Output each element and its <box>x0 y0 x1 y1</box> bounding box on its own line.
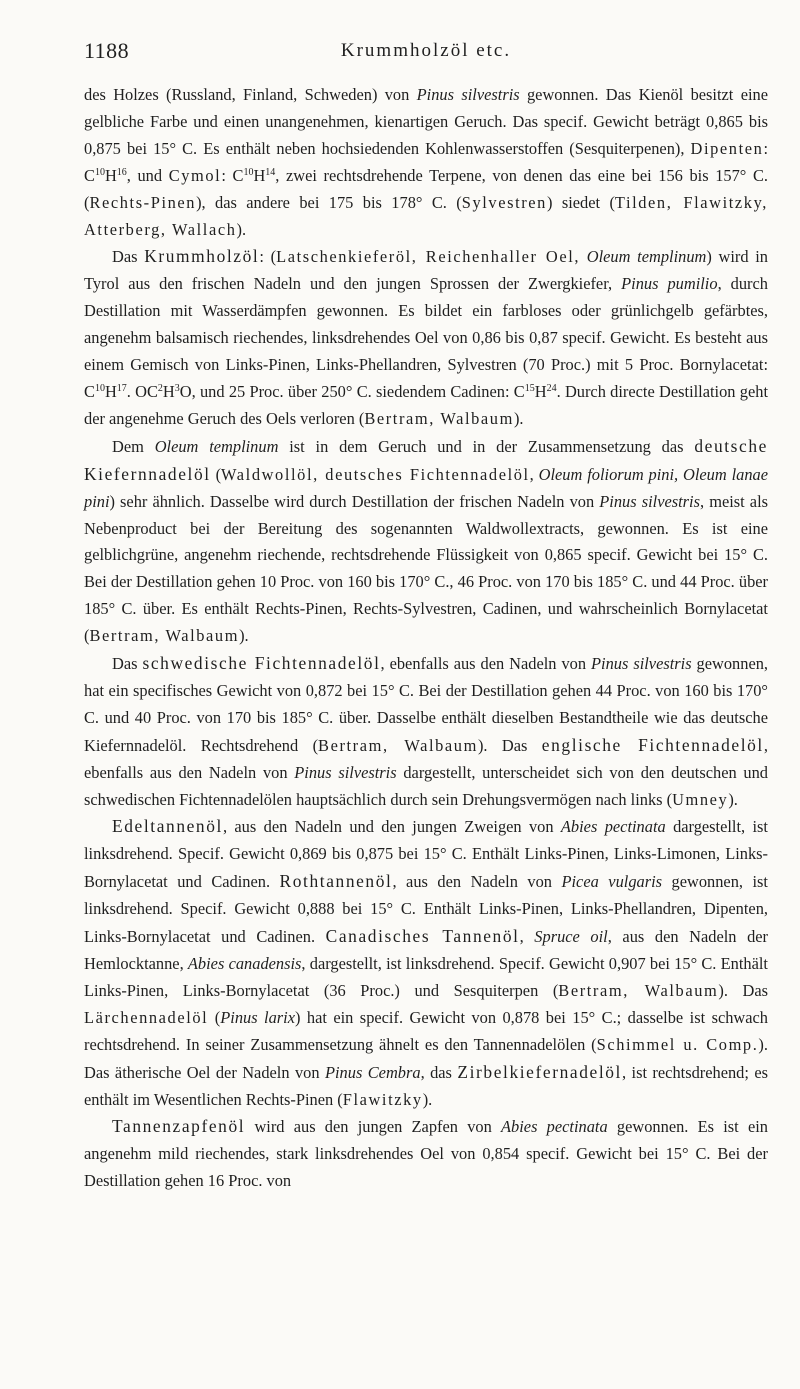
text-run: : ( <box>259 247 277 267</box>
text-run: deutsche Kiefernnadelöl <box>84 435 768 484</box>
text-run: , durch Destillation mit Wasserdämpfen gewonnen. Es bildet ein farbloses oder grünlichgelb gefärbtes, angenehm balsamisch riechendes, linksdrehendes Oel von 0,86 bis 0,87 specif. Gewicht. Es besteht aus einem Gemisch von Links-Pinen, Links-Phellandren, Sylvestren (70 Proc.) mit 5 Proc. Bornylacetat: C <box>84 274 768 401</box>
text-run: Zirbelkiefernadelöl <box>457 1061 622 1082</box>
text-run: Spruce oil <box>534 927 608 947</box>
text-run: , <box>519 927 535 947</box>
text-run: Pinus larix <box>220 1007 295 1027</box>
text-run: . Durch directe Destillation geht der angenehme Geruch des Oels verloren ( <box>84 381 768 428</box>
text-run: Krummholzöl <box>144 246 260 267</box>
text-run: ). Das <box>477 735 542 755</box>
text-run: Lärchennadelöl <box>84 1007 209 1027</box>
text-run: gewonnen. Es ist ein angenehm mild riechendes, stark linksdrehendes Oel von 0,854 specif. Gewicht bei 15° C. Bei der Destillation gehen 16 Proc. von <box>84 1117 768 1191</box>
text-run: Waldwollöl, deutsches Fichtennadelöl <box>221 464 530 484</box>
text-run: ). Das ätherische Oel der Nadeln von <box>84 1034 768 1082</box>
text-run: ( <box>208 1007 221 1027</box>
text-run: Pinus silvestris <box>591 654 692 674</box>
text-run: 10 <box>94 382 105 394</box>
text-run: Pinus Cembra <box>324 1062 421 1082</box>
text-run: ). Das <box>718 980 768 1000</box>
text-run: 10 <box>243 166 254 178</box>
text-run: englische Fichtennadelöl <box>541 734 764 755</box>
running-title: Krummholzöl etc. <box>340 40 512 61</box>
paragraph-tannenzapfenoel <box>84 1113 768 1195</box>
text-run: ) sehr ähnlich. Dasselbe wird durch Destillation der frischen Nadeln von <box>109 491 600 511</box>
paragraph-kiefernnadeloel <box>84 433 768 650</box>
text-run: dargestellt, unterscheidet sich von den deutschen und schwedischen Fichtennadelölen hauptsächlich durch sein Drehungsvermögen nach links ( <box>84 762 768 809</box>
paragraph-kienoel <box>84 82 768 243</box>
text-run: , zwei rechtsdrehende Terpene, von denen das eine bei 156 bis 157° C. ( <box>84 165 769 212</box>
text-run: Bertram, Walbaum <box>558 980 719 1000</box>
text-run: : C <box>221 165 244 185</box>
text-run: ) siedet ( <box>546 192 615 212</box>
text-run: 14 <box>265 166 276 178</box>
text-run: Das <box>112 654 143 674</box>
text-run: ), das andere bei 175 bis 178° C. ( <box>196 192 462 212</box>
text-run: Umney <box>672 789 729 809</box>
text-run: , ist rechtsdrehend; es enthält im Wesentlichen Rechts-Pinen ( <box>84 1062 768 1109</box>
text-run: schwedische Fichtennadelöl <box>142 653 381 674</box>
text-run: Pinus pumilio <box>621 274 718 294</box>
text-run: O, und 25 Proc. über 250° C. siedendem Cadinen: C <box>179 381 525 401</box>
text-run: ). <box>236 219 247 239</box>
text-run: Abies pectinata <box>501 1117 608 1137</box>
text-run: Latschenkieferöl, Reichenhaller Oel, <box>276 247 581 267</box>
text-run: , <box>529 464 539 484</box>
text-run: Abies pectinata <box>560 817 666 837</box>
text-run <box>580 247 587 266</box>
text-run: Abies canadensis <box>187 954 302 973</box>
text-run: , ebenfalls aus den Nadeln von <box>84 735 768 782</box>
page-header <box>84 38 768 68</box>
text-run: Bertram, Walbaum <box>364 408 514 428</box>
text-run: H <box>253 165 266 185</box>
text-run: 3 <box>174 382 180 394</box>
paragraph-krummholzoel <box>84 243 768 432</box>
text-run: gewonnen. Das Kienöl besitzt eine gelbliche Farbe und einen unangenehmen, kienartigen Geruch. Das specif. Gewicht beträgt 0,865 bis 0,875 bei 15° C. Es enthält neben hochsiedenden Kohlenwasserstoffen (Sesquiterpenen), <box>84 85 768 158</box>
text-run: Edeltannenöl <box>112 816 223 837</box>
text-run: 15 <box>524 382 535 394</box>
text-run: Sylvestren <box>461 192 547 212</box>
text-run: , aus den Nadeln und den jungen Zweigen von <box>222 817 561 837</box>
text-run: , das <box>420 1062 458 1082</box>
text-run: , und <box>126 165 169 185</box>
text-run: ist in dem Geruch und in der Zusammensetzung das <box>278 436 695 456</box>
text-run: ). <box>513 408 524 428</box>
text-run: : C <box>84 138 768 185</box>
text-run: Rechts-Pinen <box>89 192 197 212</box>
text-run: Bertram, Walbaum <box>318 735 478 755</box>
page-number: 1188 <box>84 38 130 63</box>
text-run: Pinus silvestris <box>294 762 397 782</box>
text-run: Flawitzky <box>342 1089 423 1109</box>
text-run: 24 <box>546 382 557 394</box>
text-run: 16 <box>116 166 127 178</box>
text-run: gewonnen, ist linksdrehend. Specif. Gewicht 0,888 bei 15° C. Enthält Links-Pinen, Links-Phellandren, Dipenten, Links-Bornylacetat und Cadinen. <box>84 872 768 947</box>
paragraph-tannenoele <box>84 813 768 1113</box>
text-run: ) wird in Tyrol aus den frischen Nadeln und den jungen Sprossen der Zwergkiefer, <box>84 247 768 294</box>
text-run: H <box>534 381 547 401</box>
paragraph-fichtennadeloel <box>84 650 768 813</box>
text-run: H <box>104 165 117 185</box>
text-run: , ebenfalls aus den Nadeln von <box>380 654 592 674</box>
text-run: Oleum templinum <box>586 247 707 267</box>
text-run: Das <box>112 247 145 267</box>
text-run: , aus den Nadeln von <box>392 872 562 892</box>
text-run: Cymol <box>168 165 222 185</box>
text-run: Canadisches Tannenöl <box>325 926 520 947</box>
text-run: Picea vulgaris <box>561 872 663 892</box>
text-run: ). <box>422 1089 433 1109</box>
text-run: ). <box>728 789 738 809</box>
text-run: ( <box>210 464 222 484</box>
text-run: Tilden, Flawitzky, Atterberg, Wallach <box>84 192 769 239</box>
text-run: Pinus silvestris <box>599 491 700 511</box>
text-run: ). <box>239 626 249 646</box>
text-run: des Holzes (Russland, Finland, Schweden) von <box>84 85 417 104</box>
text-run: Rothtannenöl <box>279 871 393 892</box>
text-run: 10 <box>94 166 105 178</box>
text-run: , dargestellt, ist linksdrehend. Specif. Gewicht 0,907 bei 15° C. Enthält Links-Pinen, Links-Bornylacetat (36 Proc.) und Sesquiterpen ( <box>84 954 768 1000</box>
text-run: , meist als Nebenproduct bei der Bereitung des sogenannten Waldwollextracts, gewonnen. Es ist eine gelblichgrüne, angenehm riechende, rechtsdrehende Flüssigkeit von 0,865 specif. Gewicht bei 15° C. Bei der Destillation gehen 10 Proc. von 160 bis 170° C., 46 Proc. von 170 bis 185° C. und 44 Proc. über 185° C. über. Es enthält Rechts-Pinen, Rechts-Sylvestren, Cadinen, und wahrscheinlich Bornylacetat ( <box>84 491 769 646</box>
text-run: dargestellt, ist linksdrehend. Specif. Gewicht 0,869 bis 0,875 bei 15° C. Enthält Links-Pinen, Links-Limonen, Links-Bornylacetat und Cadinen. <box>84 817 768 892</box>
text-run: Oleum foliorum pini, Oleum lanae pini <box>84 464 768 511</box>
text-run: ) hat ein specif. Gewicht von 0,878 bei 15° C.; dasselbe ist schwach rechtsdrehend. In seiner Zusammensetzung ähnelt es den Tannennadelölen ( <box>84 1007 768 1054</box>
text-run: 2 <box>157 382 163 394</box>
text-run: Schimmel u. Comp. <box>596 1034 759 1054</box>
text-run: H <box>162 381 175 401</box>
text-run: wird aus den jungen Zapfen von <box>245 1117 502 1137</box>
text-run: Bertram, Walbaum <box>89 626 240 646</box>
text-run: Dipenten <box>690 138 764 158</box>
book-page <box>84 38 768 1195</box>
text-run: H <box>104 381 117 401</box>
text-run: Tannenzapfenöl <box>112 1116 246 1137</box>
body-text <box>84 82 768 1195</box>
text-run: Dem <box>112 436 155 456</box>
text-run: gewonnen, hat ein specifisches Gewicht von 0,872 bei 15° C. Bei der Destillation gehen 44 Proc. von 160 bis 170° C. und 40 Proc. von 170 bis 185° C. über. Dasselbe enthält dieselben Bestandtheile wie das deutsche Kiefernnadelöl. Rechtsdrehend ( <box>84 654 769 755</box>
text-run: , aus den Nadeln der Hemlocktanne, <box>84 927 768 973</box>
text-run: . OC <box>126 381 158 401</box>
text-run: 17 <box>116 382 127 394</box>
text-run: Oleum templinum <box>154 436 279 456</box>
text-run: Pinus silvestris <box>416 85 520 104</box>
